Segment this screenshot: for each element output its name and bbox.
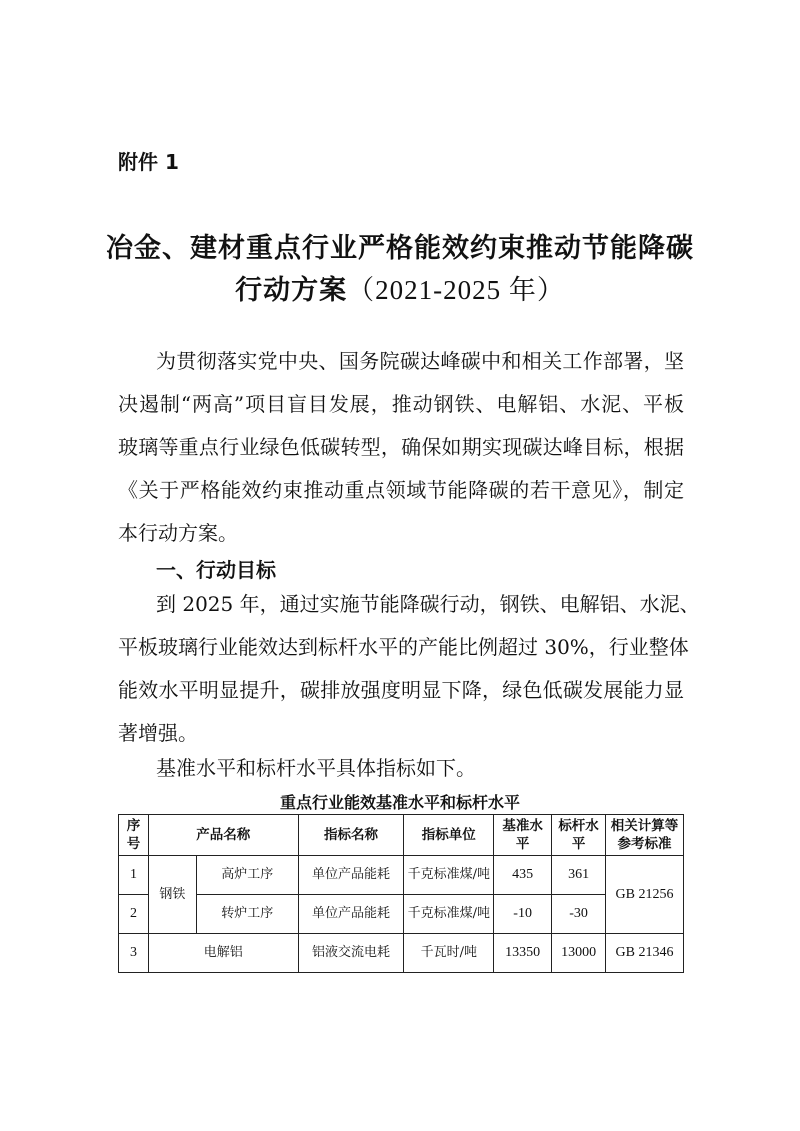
cell-benchmark: 13000 — [552, 934, 606, 973]
cell-product: 高炉工序 — [196, 856, 298, 895]
header-standard: 相关计算等参考标准 — [606, 815, 684, 856]
table-title: 重点行业能效基准水平和标杆水平 — [279, 793, 520, 812]
document-title-text: 行动方案 — [235, 275, 348, 306]
header-seq: 序号 — [119, 815, 149, 856]
cell-product-group: 钢铁 — [148, 856, 196, 934]
cell-unit: 千克标准煤/吨 — [404, 895, 494, 934]
intro-line: 决遏制“两高”项目盲目发展，推动钢铁、电解铝、水泥、平板 — [118, 392, 684, 416]
header-product: 产品名称 — [148, 815, 298, 856]
cell-standard: GB 21256 — [606, 856, 684, 934]
attachment-label: 附件 1 — [118, 150, 179, 174]
cell-seq: 3 — [119, 934, 149, 973]
cell-indicator: 铝液交流电耗 — [298, 934, 404, 973]
cell-indicator: 单位产品能耗 — [298, 895, 404, 934]
header-unit: 指标单位 — [404, 815, 494, 856]
goal-line: 著增强。 — [118, 721, 198, 745]
section-heading: 一、行动目标 — [156, 558, 276, 582]
cell-benchmark: 361 — [552, 856, 606, 895]
header-indicator: 指标名称 — [298, 815, 404, 856]
cell-benchmark: -30 — [552, 895, 606, 934]
header-benchmark: 标杆水平 — [552, 815, 606, 856]
table-header-row — [119, 815, 684, 856]
cell-product: 电解铝 — [148, 934, 298, 973]
cell-seq: 1 — [119, 856, 149, 895]
cell-unit: 千克标准煤/吨 — [404, 856, 494, 895]
table-row — [119, 895, 684, 934]
document-title-line-1: 冶金、建材重点行业严格能效约束推动节能降碳 — [106, 233, 694, 264]
goal-line: 到 2025 年，通过实施节能降碳行动，钢铁、电解铝、水泥、 — [156, 592, 700, 616]
intro-line: 玻璃等重点行业绿色低碳转型，确保如期实现碳达峰目标，根据 — [118, 435, 684, 459]
goal-line: 能效水平明显提升，碳排放强度明显下降，绿色低碳发展能力显 — [118, 678, 684, 702]
cell-standard: GB 21346 — [606, 934, 684, 973]
efficiency-table — [118, 814, 684, 973]
indicator-intro-line: 基准水平和标杆水平具体指标如下。 — [156, 756, 476, 780]
goal-line: 平板玻璃行业能效达到标杆水平的产能比例超过 30%，行业整体 — [118, 635, 689, 659]
cell-baseline: 13350 — [494, 934, 552, 973]
intro-line: 《关于严格能效约束推动重点领域节能降碳的若干意见》，制定 — [118, 478, 684, 502]
cell-indicator: 单位产品能耗 — [298, 856, 404, 895]
document-title-line-2 — [0, 268, 800, 307]
cell-baseline: 435 — [494, 856, 552, 895]
intro-line: 本行动方案。 — [118, 521, 238, 545]
cell-product: 转炉工序 — [196, 895, 298, 934]
cell-unit: 千瓦时/吨 — [404, 934, 494, 973]
intro-line: 为贯彻落实党中央、国务院碳达峰碳中和相关工作部署，坚 — [156, 349, 684, 373]
cell-baseline: -10 — [494, 895, 552, 934]
document-title-years: （2021-2025 年） — [347, 275, 565, 305]
header-baseline: 基准水平 — [494, 815, 552, 856]
cell-seq: 2 — [119, 895, 149, 934]
table-row — [119, 934, 684, 973]
table-row — [119, 856, 684, 895]
